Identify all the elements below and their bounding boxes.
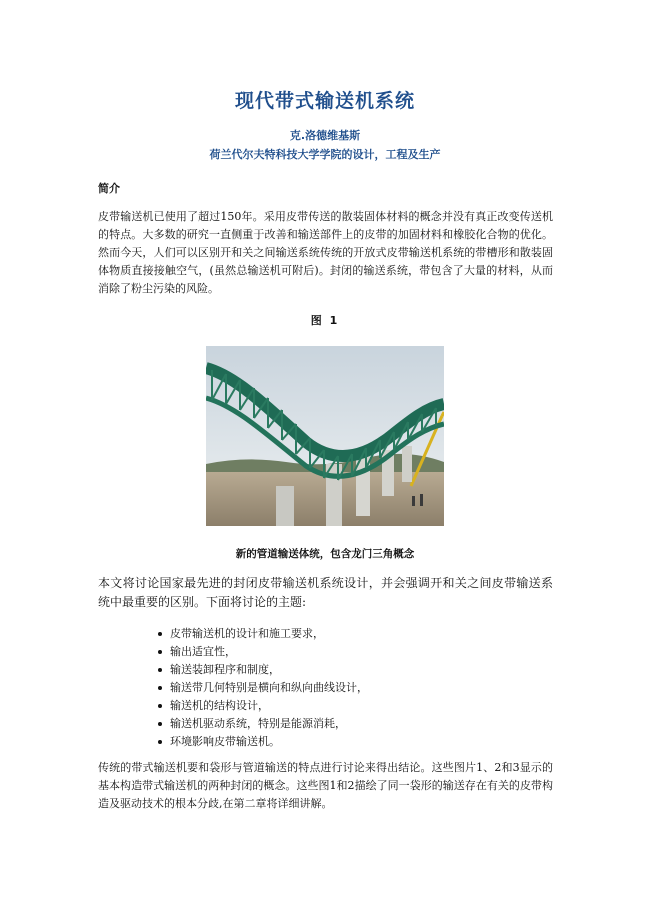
list-item: 输出适宜性，	[158, 643, 368, 661]
list-item: 输送带几何特别是横向和纵向曲线设计，	[158, 679, 368, 697]
topics-list	[158, 625, 368, 751]
section-heading: 简介	[98, 182, 120, 195]
conveyor-photo	[206, 346, 444, 526]
author-name: 克.洛德维基斯	[289, 129, 361, 142]
list-item: 皮带输送机的设计和施工要求，	[158, 625, 368, 643]
document-title: 现代带式输送机系统	[234, 90, 415, 112]
intro-paragraph: 皮带输送机已使用了超过150年。采用皮带传送的散装固体材料的概念并没有真正改变传送机的特点。大多数的研究一直侧重于改善和输送部件上的皮带的加固材料和橡胶化合物的优化。然而今天，人们可以区别开和关之间输送系统传统的开放式皮带输送机系统的带槽形和散装固体物质直接接触空气，(虽然总输送机可附后)。封闭的输送系统，带包含了大量的材料，从而消除了粉尘污染的风险。	[98, 210, 553, 295]
list-item: 输送装卸程序和制度，	[158, 661, 368, 679]
figure-caption: 新的管道输送体统，包含龙门三角概念	[235, 548, 415, 560]
list-item: 环境影响皮带输送机。	[158, 733, 368, 751]
figure-label: 图 1	[310, 314, 340, 327]
conclusion-paragraph: 传统的带式输送机要和袋形与管道输送的特点进行讨论来得出结论。这些图片1、2和3显示的基本构造带式输送机的两种封闭的概念。这些图1和2描绘了同一袋形的输送存在有关的皮带构造及驱动技术的根本分歧,在第二章将详细讲解。	[98, 761, 553, 810]
author-affiliation: 荷兰代尔夫特科技大学学院的设计，工程及生产	[209, 148, 441, 161]
topics-intro-paragraph: 本文将讨论国家最先进的封闭皮带输送机系统设计，并会强调开和关之间皮带输送系统中最重要的区别。下面将讨论的主题:	[98, 576, 553, 609]
list-item: 输送机的结构设计，	[158, 697, 368, 715]
list-item: 输送机驱动系统，特别是能源消耗，	[158, 715, 368, 733]
